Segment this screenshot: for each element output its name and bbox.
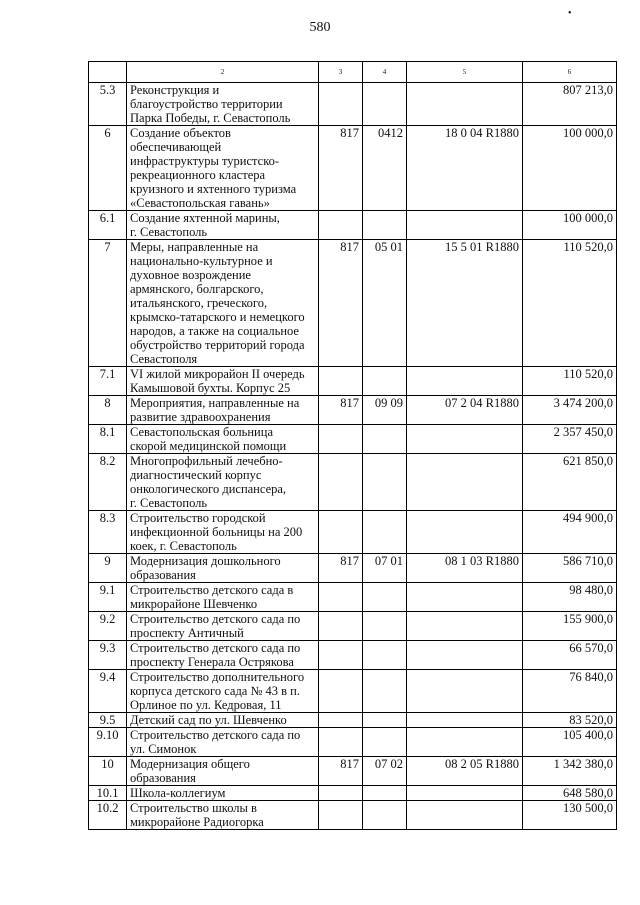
- row-number-cell: 8.2: [89, 454, 127, 511]
- item-name-cell: Детский сад по ул. Шевченко: [127, 713, 319, 728]
- target-code-cell: 08 1 03 R1880: [407, 554, 523, 583]
- ministry-code-cell: [319, 425, 363, 454]
- target-code-cell: 07 2 04 R1880: [407, 396, 523, 425]
- item-name-cell: Многопрофильный лечебно- диагностический корпус онкологического диспансера, г. Севастополь: [127, 454, 319, 511]
- amount-cell: 76 840,0: [523, 670, 617, 713]
- row-number-cell: 10.1: [89, 786, 127, 801]
- ministry-code-cell: 817: [319, 240, 363, 367]
- ministry-code-cell: [319, 728, 363, 757]
- section-code-cell: [363, 83, 407, 126]
- ministry-code-cell: [319, 641, 363, 670]
- target-code-cell: [407, 713, 523, 728]
- row-number-cell: 8: [89, 396, 127, 425]
- ministry-code-cell: [319, 211, 363, 240]
- item-name-cell: Реконструкция и благоустройство территории Парка Победы, г. Севастополь: [127, 83, 319, 126]
- target-code-cell: 08 2 05 R1880: [407, 757, 523, 786]
- amount-cell: 105 400,0: [523, 728, 617, 757]
- ministry-code-cell: 817: [319, 757, 363, 786]
- section-code-cell: [363, 713, 407, 728]
- table-row: [89, 126, 617, 211]
- table-row: [89, 801, 617, 830]
- header-col-6: 6: [523, 62, 617, 83]
- row-number-cell: 5.3: [89, 83, 127, 126]
- target-code-cell: [407, 728, 523, 757]
- item-name-cell: Меры, направленные на национально-культурное и духовное возрождение армянского, болгарского, итальянского, греческого, крымско-татарского и немецкого народов, а также на социальное обустройство территорий города Севастополя: [127, 240, 319, 367]
- table-row: [89, 670, 617, 713]
- section-code-cell: [363, 801, 407, 830]
- amount-cell: 621 850,0: [523, 454, 617, 511]
- section-code-cell: [363, 583, 407, 612]
- row-number-cell: 10: [89, 757, 127, 786]
- section-code-cell: [363, 211, 407, 240]
- row-number-cell: 7.1: [89, 367, 127, 396]
- table-row: [89, 713, 617, 728]
- section-code-cell: [363, 728, 407, 757]
- target-code-cell: [407, 786, 523, 801]
- header-col-4: 4: [363, 62, 407, 83]
- table-row: [89, 240, 617, 367]
- row-number-cell: 9.10: [89, 728, 127, 757]
- section-code-cell: 09 09: [363, 396, 407, 425]
- item-name-cell: VI жилой микрорайон II очередь Камышовой бухты. Корпус 25: [127, 367, 319, 396]
- item-name-cell: Строительство детского сада по проспекту Генерала Острякова: [127, 641, 319, 670]
- table-row: [89, 583, 617, 612]
- table-row: [89, 211, 617, 240]
- amount-cell: 100 000,0: [523, 211, 617, 240]
- item-name-cell: Строительство детского сада в микрорайоне Шевченко: [127, 583, 319, 612]
- section-code-cell: 0412: [363, 126, 407, 211]
- ministry-code-cell: [319, 583, 363, 612]
- amount-cell: 3 474 200,0: [523, 396, 617, 425]
- item-name-cell: Создание объектов обеспечивающей инфраструктуры туристско- рекреационного кластера круизного и яхтенного туризма «Севастопольская гавань»: [127, 126, 319, 211]
- row-number-cell: 9.2: [89, 612, 127, 641]
- row-number-cell: 6.1: [89, 211, 127, 240]
- target-code-cell: [407, 641, 523, 670]
- section-code-cell: [363, 641, 407, 670]
- section-code-cell: [363, 612, 407, 641]
- row-number-cell: 10.2: [89, 801, 127, 830]
- target-code-cell: 18 0 04 R1880: [407, 126, 523, 211]
- section-code-cell: 07 02: [363, 757, 407, 786]
- amount-cell: 110 520,0: [523, 240, 617, 367]
- target-code-cell: 15 5 01 R1880: [407, 240, 523, 367]
- row-number-cell: 6: [89, 126, 127, 211]
- corner-mark: •: [568, 8, 572, 19]
- ministry-code-cell: [319, 367, 363, 396]
- header-col-5: 5: [407, 62, 523, 83]
- amount-cell: 155 900,0: [523, 612, 617, 641]
- item-name-cell: Создание яхтенной марины, г. Севастополь: [127, 211, 319, 240]
- ministry-code-cell: [319, 454, 363, 511]
- section-code-cell: [363, 786, 407, 801]
- table-row: [89, 786, 617, 801]
- row-number-cell: 8.3: [89, 511, 127, 554]
- target-code-cell: [407, 801, 523, 830]
- table-row: [89, 396, 617, 425]
- ministry-code-cell: 817: [319, 396, 363, 425]
- ministry-code-cell: [319, 801, 363, 830]
- amount-cell: 66 570,0: [523, 641, 617, 670]
- table-row: [89, 454, 617, 511]
- target-code-cell: [407, 83, 523, 126]
- row-number-cell: 9.1: [89, 583, 127, 612]
- amount-cell: 1 342 380,0: [523, 757, 617, 786]
- amount-cell: 98 480,0: [523, 583, 617, 612]
- table-row: [89, 757, 617, 786]
- page-number: 580: [309, 20, 331, 35]
- section-code-cell: [363, 670, 407, 713]
- item-name-cell: Строительство детского сада по проспекту Античный: [127, 612, 319, 641]
- item-name-cell: Модернизация общего образования: [127, 757, 319, 786]
- ministry-code-cell: 817: [319, 554, 363, 583]
- target-code-cell: [407, 367, 523, 396]
- ministry-code-cell: 817: [319, 126, 363, 211]
- table-row: [89, 511, 617, 554]
- item-name-cell: Школа-коллегиум: [127, 786, 319, 801]
- ministry-code-cell: [319, 670, 363, 713]
- target-code-cell: [407, 211, 523, 240]
- row-number-cell: 9: [89, 554, 127, 583]
- target-code-cell: [407, 425, 523, 454]
- row-number-cell: 9.4: [89, 670, 127, 713]
- amount-cell: 494 900,0: [523, 511, 617, 554]
- table-row: [89, 367, 617, 396]
- item-name-cell: Модернизация дошкольного образования: [127, 554, 319, 583]
- amount-cell: 100 000,0: [523, 126, 617, 211]
- target-code-cell: [407, 454, 523, 511]
- amount-cell: 130 500,0: [523, 801, 617, 830]
- ministry-code-cell: [319, 786, 363, 801]
- header-row: [89, 62, 617, 83]
- ministry-code-cell: [319, 511, 363, 554]
- amount-cell: 807 213,0: [523, 83, 617, 126]
- table-row: [89, 728, 617, 757]
- item-name-cell: Севастопольская больница скорой медицинской помощи: [127, 425, 319, 454]
- row-number-cell: 9.3: [89, 641, 127, 670]
- table-row: [89, 554, 617, 583]
- budget-table: [88, 61, 617, 830]
- amount-cell: 648 580,0: [523, 786, 617, 801]
- header-col-3: 3: [319, 62, 363, 83]
- section-code-cell: [363, 425, 407, 454]
- item-name-cell: Строительство городской инфекционной больницы на 200 коек, г. Севастополь: [127, 511, 319, 554]
- table-row: [89, 425, 617, 454]
- item-name-cell: Строительство детского сада по ул. Симонок: [127, 728, 319, 757]
- section-code-cell: 07 01: [363, 554, 407, 583]
- target-code-cell: [407, 670, 523, 713]
- row-number-cell: 7: [89, 240, 127, 367]
- table-row: [89, 612, 617, 641]
- ministry-code-cell: [319, 612, 363, 641]
- item-name-cell: Мероприятия, направленные на развитие здравоохранения: [127, 396, 319, 425]
- amount-cell: 83 520,0: [523, 713, 617, 728]
- ministry-code-cell: [319, 713, 363, 728]
- header-col-2: 2: [127, 62, 319, 83]
- item-name-cell: Строительство дополнительного корпуса детского сада № 43 в п. Орлиное по ул. Кедровая, 11: [127, 670, 319, 713]
- target-code-cell: [407, 511, 523, 554]
- section-code-cell: 05 01: [363, 240, 407, 367]
- section-code-cell: [363, 511, 407, 554]
- row-number-cell: 8.1: [89, 425, 127, 454]
- item-name-cell: Строительство школы в микрорайоне Радиогорка: [127, 801, 319, 830]
- amount-cell: 2 357 450,0: [523, 425, 617, 454]
- section-code-cell: [363, 367, 407, 396]
- table-row: [89, 641, 617, 670]
- ministry-code-cell: [319, 83, 363, 126]
- target-code-cell: [407, 583, 523, 612]
- amount-cell: 110 520,0: [523, 367, 617, 396]
- target-code-cell: [407, 612, 523, 641]
- row-number-cell: 9.5: [89, 713, 127, 728]
- section-code-cell: [363, 454, 407, 511]
- amount-cell: 586 710,0: [523, 554, 617, 583]
- header-col-1: [89, 62, 127, 83]
- table-row: [89, 83, 617, 126]
